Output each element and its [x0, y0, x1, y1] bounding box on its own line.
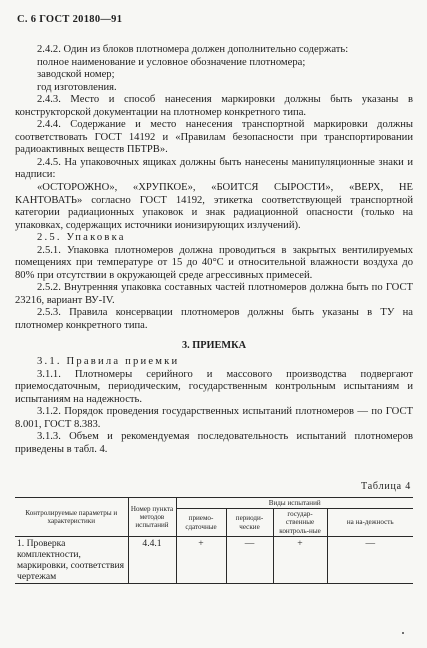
paragraph-3-1-2: 3.1.2. Порядок проведения государственных испытаний плотномеров — по ГОСТ 8.001, ГОСТ 8.383.: [15, 406, 413, 430]
paragraph-2-5-1: 2.5.1. Упаковка плотномеров должна проводиться в закрытых вентилируемых помещениях при температуре от 15 до 40°C и относительной влажности воздуха до 80% при отсутствии в окружающей среде агрессивных примесей.: [15, 244, 413, 281]
paragraph-2-4-5: 2.4.5. На упаковочных ящиках должны быть нанесены манипуляционные знаки и надписи:: [15, 156, 413, 181]
paragraph-year: год изготовления.: [37, 81, 117, 93]
paragraph-3-1-heading: 3.1. Правила приемки: [37, 356, 180, 368]
paragraph-2-4-4: 2.4.4. Содержание и место нанесения транспортной маркировки должны соответствовать ГОСТ 14192 и «Правилам безопасности при транспортировании радиоактивных веществ ПБТРВ».: [15, 119, 413, 156]
cell-reliability: —: [327, 536, 413, 583]
col-header-parameters: Контролируемые параметры и характеристики: [15, 498, 128, 537]
tests-table: [15, 497, 413, 584]
col-header-test-types: Виды испытаний: [176, 498, 413, 509]
page-header: С. 6 ГОСТ 20180—91: [17, 14, 123, 25]
paragraph-2-4-3: 2.4.3. Место и способ нанесения маркировки должны быть указаны в конструкторской документации на плотномер конкретного типа.: [15, 94, 413, 118]
section-title: 3. ПРИЕМКА: [181, 339, 247, 351]
col-header-reliability: на на-дежность: [327, 509, 413, 537]
paragraph-2-4-2: 2.4.2. Один из блоков плотномера должен дополнительно содержать:: [37, 44, 349, 55]
table-caption: Таблица 4: [361, 481, 411, 492]
paragraph-serial-number: заводской номер;: [37, 69, 115, 81]
cell-parameter: 1. Проверка комплектности, маркировки, соответствия чертежам: [15, 536, 128, 583]
paragraph-handling-signs: «ОСТОРОЖНО», «ХРУПКОЕ», «БОИТСЯ СЫРОСТИ», «ВЕРХ, НЕ КАНТОВАТЬ» согласно ГОСТ 14192, этикетка соответствующей транспортной категории радиационных упаковок и знак радиационной опасности (только на упаковках, содержащих источники ионизирующих излучений).: [15, 182, 413, 231]
col-header-acceptance: приемо-сдаточные: [176, 509, 226, 537]
cell-item: 4.4.1: [128, 536, 176, 583]
paragraph-2-5-heading: 2.5. Упаковка: [37, 232, 126, 244]
col-header-periodic: периоди-ческие: [226, 509, 273, 537]
col-header-state-control: государ-ственные контроль-ные: [273, 509, 327, 537]
paragraph-2-5-3: 2.5.3. Правила консервации плотномеров должны быть указаны в ТУ на плотномер конкретного типа.: [15, 307, 413, 332]
cell-periodic: —: [226, 536, 273, 583]
cell-acceptance: +: [176, 536, 226, 583]
cell-state-control: +: [273, 536, 327, 583]
paragraph-2-5-2: 2.5.2. Внутренняя упаковка составных частей плотномеров должна быть по ГОСТ 23216, вариант ВУ-IV.: [15, 282, 413, 306]
col-header-item: Номер пункта методов испытаний: [128, 498, 176, 537]
paragraph-full-name: полное наименование и условное обозначение плотномера;: [37, 56, 306, 68]
paragraph-3-1-3: 3.1.3. Объем и рекомендуемая последовательность испытаний плотномеров приведены в табл. 4.: [15, 431, 413, 455]
paragraph-3-1-1: 3.1.1. Плотномеры серийного и массового производства подвергают приемосдаточным, периодическим, государственным контрольным испытаниям и испытаниям на надежность.: [15, 368, 413, 405]
table-row: [15, 536, 413, 583]
body-text: [15, 44, 413, 457]
scan-speck: [402, 632, 404, 634]
